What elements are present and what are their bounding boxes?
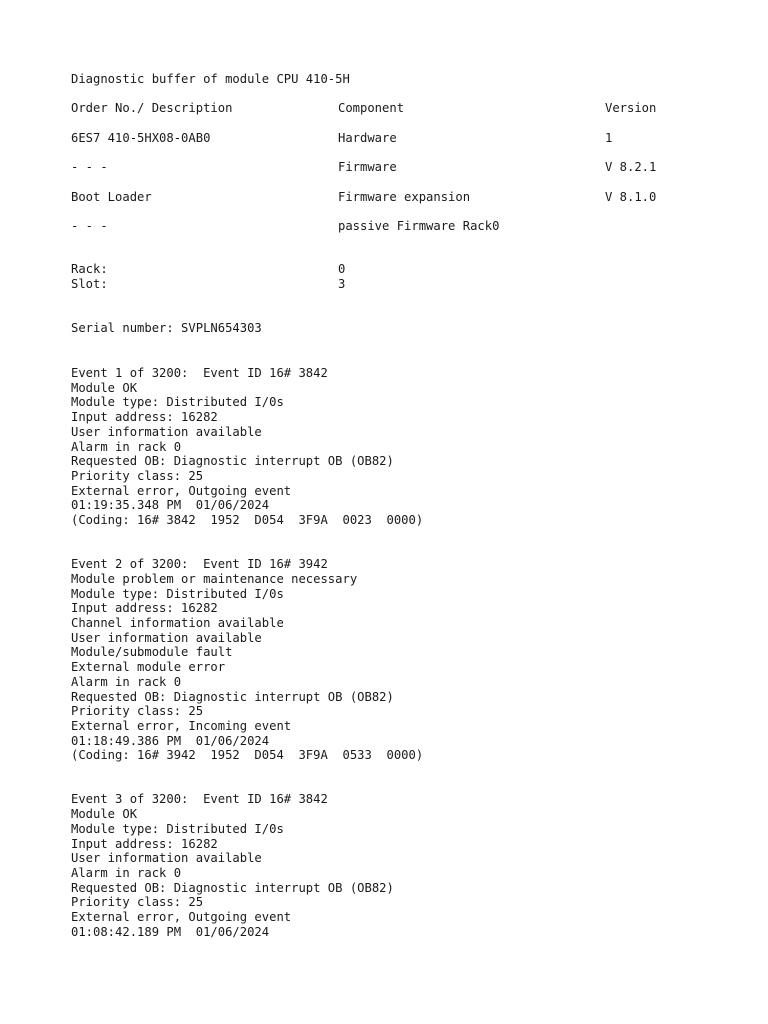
event-detail-line: Module type: Distributed I/0s xyxy=(71,586,284,601)
event-entry xyxy=(71,557,731,763)
table-row xyxy=(71,219,731,249)
cell-component: Firmware xyxy=(338,160,397,174)
event-detail-line: Channel information available xyxy=(71,615,284,630)
event-header: Event 3 of 3200: Event ID 16# 3842 xyxy=(71,792,328,807)
header-component: Component xyxy=(338,101,405,115)
event-detail-line: Priority class: 25 xyxy=(71,704,204,719)
event-detail-line: Priority class: 25 xyxy=(71,469,204,484)
event-detail-line: Module OK xyxy=(71,380,138,395)
event-detail-line: (Coding: 16# 3942 1952 D054 3F9A 0533 0000) xyxy=(71,748,424,763)
cell-component: Hardware xyxy=(338,130,397,145)
event-detail-line: Input address: 16282 xyxy=(71,410,218,425)
event-detail-line: External module error xyxy=(71,660,226,675)
event-detail-line: Module/submodule fault xyxy=(71,645,233,660)
event-detail-line: External error, Outgoing event xyxy=(71,483,292,498)
rack-label: Rack: xyxy=(71,262,108,276)
cell-order-no: Boot Loader xyxy=(71,189,152,204)
event-detail-line: User information available xyxy=(71,851,262,866)
cell-version: V 8.1.0 xyxy=(605,189,657,204)
cell-order-no: 6ES7 410-5HX08-0AB0 xyxy=(71,130,211,145)
event-entry xyxy=(71,792,731,939)
event-detail-line: User information available xyxy=(71,630,262,645)
cell-component: passive Firmware Rack0 xyxy=(338,219,500,233)
event-detail-line: (Coding: 16# 3842 1952 D054 3F9A 0023 0000) xyxy=(71,513,424,528)
event-detail-line: Module type: Distributed I/0s xyxy=(71,821,284,836)
rack-row xyxy=(71,262,731,277)
table-header-row xyxy=(71,101,731,131)
cell-component: Firmware expansion xyxy=(338,189,471,204)
event-detail-line: Alarm in rack 0 xyxy=(71,439,182,454)
event-header: Event 1 of 3200: Event ID 16# 3842 xyxy=(71,366,328,380)
document-title: Diagnostic buffer of module CPU 410-5H xyxy=(71,72,350,86)
table-row xyxy=(71,131,731,161)
module-info-table xyxy=(71,101,731,249)
slot-value: 3 xyxy=(338,276,346,291)
slot-row xyxy=(71,277,731,292)
event-detail-line: Requested OB: Diagnostic interrupt OB (OB82) xyxy=(71,454,394,469)
event-detail-line: Requested OB: Diagnostic interrupt OB (OB82) xyxy=(71,880,394,895)
event-detail-line: Alarm in rack 0 xyxy=(71,674,182,689)
event-list xyxy=(71,366,731,969)
event-detail-line: Module OK xyxy=(71,807,138,822)
slot-label: Slot: xyxy=(71,276,108,291)
event-detail-line: External error, Outgoing event xyxy=(71,910,292,925)
header-version: Version xyxy=(605,101,657,115)
event-detail-line: Module problem or maintenance necessary xyxy=(71,571,358,586)
cell-version: 1 xyxy=(605,130,613,145)
cell-order-no: - - - xyxy=(71,160,108,174)
header-order-no: Order No./ Description xyxy=(71,101,233,115)
cell-order-no: - - - xyxy=(71,219,108,233)
event-detail-line: Priority class: 25 xyxy=(71,895,204,910)
event-detail-line: 01:08:42.189 PM 01/06/2024 xyxy=(71,924,270,939)
event-detail-line: 01:18:49.386 PM 01/06/2024 xyxy=(71,733,270,748)
event-detail-line: 01:19:35.348 PM 01/06/2024 xyxy=(71,498,270,513)
event-detail-line: External error, Incoming event xyxy=(71,719,292,733)
event-entry xyxy=(71,366,731,528)
event-detail-line: Input address: 16282 xyxy=(71,601,218,616)
rack-value: 0 xyxy=(338,262,346,276)
serial-number: Serial number: SVPLN654303 xyxy=(71,321,262,335)
event-detail-line: Input address: 16282 xyxy=(71,836,218,851)
table-row xyxy=(71,160,731,190)
cell-version: V 8.2.1 xyxy=(605,160,657,174)
event-detail-line: Module type: Distributed I/0s xyxy=(71,395,284,410)
event-detail-line: User information available xyxy=(71,424,262,439)
event-header: Event 2 of 3200: Event ID 16# 3942 xyxy=(71,557,328,572)
rack-slot-info xyxy=(71,262,731,292)
event-detail-line: Alarm in rack 0 xyxy=(71,865,182,880)
event-detail-line: Requested OB: Diagnostic interrupt OB (OB82) xyxy=(71,689,394,704)
table-row xyxy=(71,190,731,220)
